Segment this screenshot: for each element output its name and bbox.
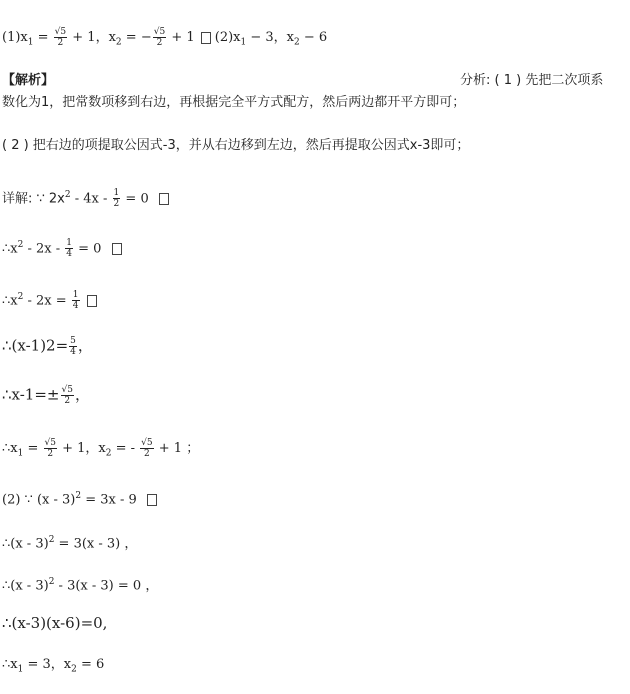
eq: = [33,30,53,45]
analysis-header: 【解析】 [2,73,55,88]
plus-one: + 1， [68,30,109,45]
frac-num: √5 [54,27,67,37]
step-1 [2,186,169,209]
x1-sub: 1 [27,37,34,48]
sub: 2 [105,448,112,459]
fraction [153,27,166,48]
frac-num: √5 [44,438,56,448]
step-text: ∴(x - 3) [2,578,49,594]
part2-answer: (2)x [214,30,241,45]
fraction [69,336,77,357]
step-11 [2,656,104,679]
placeholder-box-icon [159,193,169,205]
step-text: ∴x [2,293,18,309]
placeholder-box-icon [147,494,157,506]
step-7 [2,487,157,509]
step-2 [2,236,122,259]
exp: 2 [17,240,24,250]
result-text: − 6 [299,30,328,45]
answer-line [2,27,327,52]
frac-num: 1 [72,290,79,301]
frac-num: √5 [153,27,166,37]
step-text: ， [74,385,90,404]
frac-num: √5 [61,385,73,395]
frac-den: 2 [156,38,163,48]
step-text: = 3，x [23,657,72,672]
step-text: (2) ∵ (x - 3) [2,492,76,508]
frac-den: 2 [47,449,54,459]
frac-den: 4 [72,301,79,312]
fraction [72,290,80,311]
step-text: ， [77,336,93,355]
exp: 2 [64,190,71,200]
fraction [140,438,153,459]
step-text: ∴x [2,657,18,672]
frac-den: 4 [70,347,76,357]
sub: 1 [17,448,24,459]
step-text: = 3x - 9 [81,492,141,508]
x1-sub: 1 [240,37,247,48]
fraction [61,385,74,406]
fraction [54,27,67,48]
placeholder-box-icon [112,243,122,255]
x2-sub: 2 [294,37,300,48]
exp: 2 [75,491,82,501]
analysis-line2: ( 2 ) 把右边的项提取公因式-3，并从右边移到左边，然后再提取公因式x-3即可； [2,138,470,153]
step-5 [2,385,90,406]
step-text: ∴(x - 3) [2,536,49,552]
step-text: - 2x - [23,241,65,257]
step-4 [2,336,93,357]
step-text: - 4x - [70,191,112,207]
frac-den: 4 [66,249,72,260]
analysis-intro: 分析: ( 1 ) 先把二次项系 [460,73,604,88]
step-text: 详解: ∵ 2x [2,191,65,207]
step-text: = 6 [76,657,105,672]
step-text: ∴x [2,241,18,257]
step-text: = [23,441,43,456]
frac-num: 1 [66,238,72,249]
fraction [44,438,57,459]
frac-num: √5 [141,438,153,448]
eq-neg: = − [121,30,152,45]
step-text: - 2x = [23,293,71,309]
step-3 [2,288,97,311]
sub: 2 [71,664,77,675]
frac-num: 5 [70,336,76,346]
step-text: + 1，x [57,441,106,456]
fraction [65,238,73,259]
exp: 2 [48,535,55,545]
step-text: ∴(x-1)2= [2,336,69,355]
frac-den: 2 [113,199,120,210]
part1-label: (1) [2,30,21,45]
fraction [113,188,121,209]
x2-var: x [108,30,116,45]
step-text: = 0 [121,191,153,207]
step-text: ∴x [2,441,18,456]
placeholder-box-icon [87,295,97,307]
step-9 [2,573,158,595]
x1-var: x [20,30,28,45]
step-text: + 1 ； [154,441,200,456]
step-6 [2,438,199,463]
step-text: = - [111,441,140,456]
sub: 1 [17,664,24,675]
step-text: = 3(x - 3) ， [54,536,138,552]
frac-den: 2 [144,449,150,459]
exp: 2 [17,292,24,302]
frac-den: 2 [64,396,71,406]
frac-den: 2 [57,38,64,48]
step-8 [2,531,137,553]
step-10: ∴(x-3)(x-6)=0, [2,614,108,632]
result-text: − 3，x [246,30,295,45]
step-text: = 0 [74,241,106,257]
x2-sub: 2 [115,37,122,48]
step-text: ∴x-1=± [2,385,60,404]
plus-one: + 1 [167,30,195,45]
analysis-line1: 数化为1，把常数项移到右边，再根据完全平方式配方，然后两边都开平方即可； [2,95,466,110]
step-text: - 3(x - 3) = 0 ， [54,578,159,594]
frac-num: 1 [113,188,120,199]
placeholder-box-icon [201,32,211,44]
exp: 2 [48,577,55,587]
